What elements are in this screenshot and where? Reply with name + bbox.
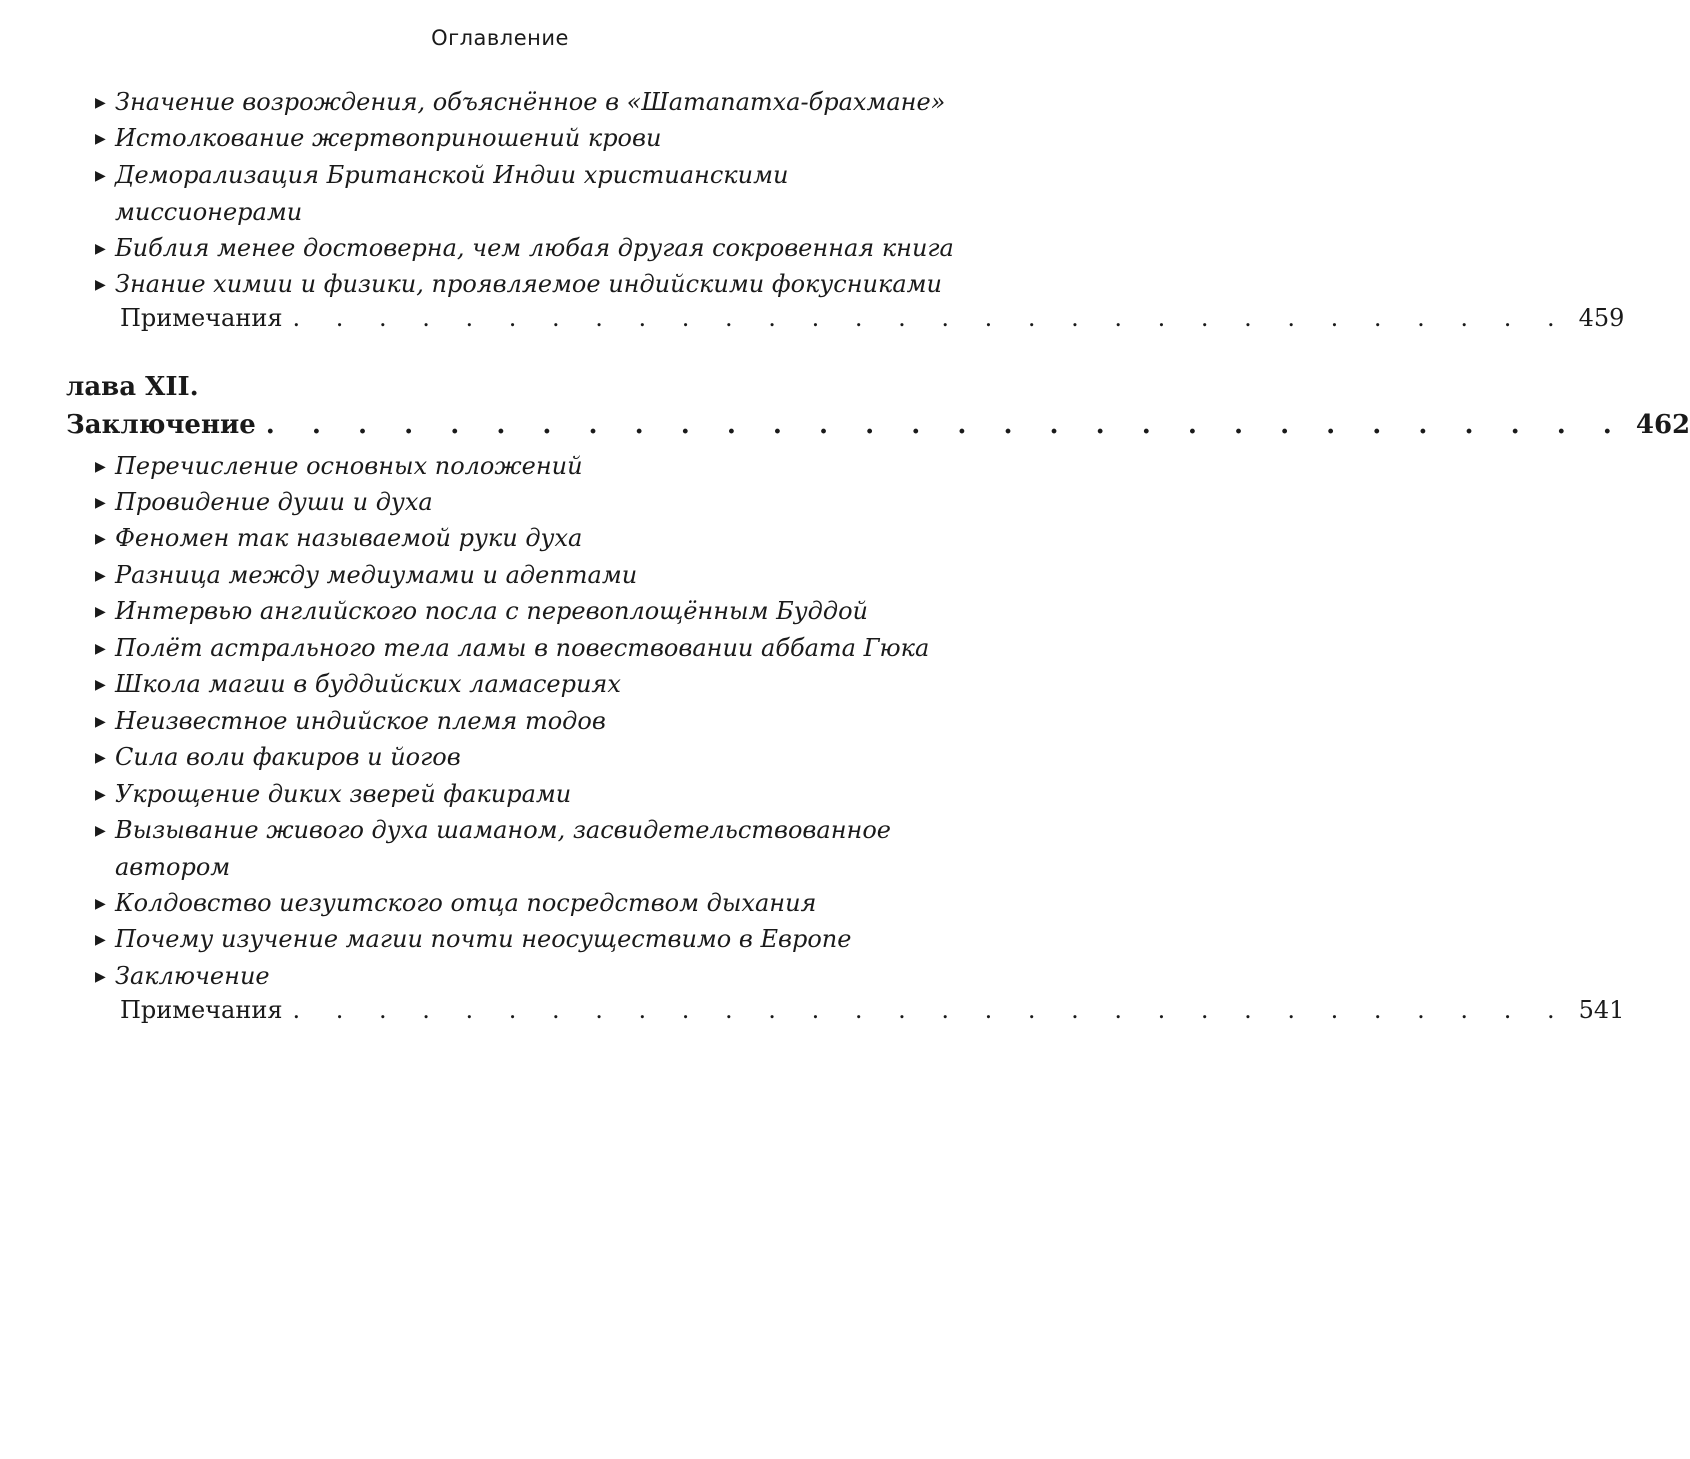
notes-entry — [120, 996, 1625, 1024]
notes-label: Примечания — [120, 304, 283, 332]
triangle-bullet-icon: ▶ — [95, 241, 106, 257]
notes-entry — [120, 304, 1625, 332]
topic-text: Значение возрождения, объяснённое в «Шатапатха-брахмане» — [115, 88, 946, 116]
chapter-entry — [66, 410, 1690, 440]
topic-text: Феномен так называемой руки духа — [115, 524, 583, 552]
topic-text: Деморализация Британской Индии христианскими — [115, 161, 789, 189]
dot-leader: . . . . . . . . . . . . . . . . . . . . . . . . . . . . . . — [292, 996, 1569, 1024]
triangle-bullet-icon: ▶ — [95, 168, 106, 184]
triangle-bullet-icon: ▶ — [95, 95, 106, 111]
topic-text: Школа магии в буддийских ламасериях — [115, 670, 621, 698]
topic-text-continuation: автором — [115, 853, 231, 881]
topic-item — [95, 921, 935, 958]
triangle-bullet-icon: ▶ — [95, 823, 106, 839]
triangle-bullet-icon: ▶ — [95, 568, 106, 584]
topic-item — [95, 557, 935, 594]
chapter-page-number: 462 — [1635, 410, 1690, 440]
topic-item — [95, 776, 935, 813]
topic-text: Укрощение диких зверей факирами — [115, 780, 572, 808]
topic-text: Знание химии и физики, проявляемое индийскими фокусниками — [115, 270, 943, 298]
dot-leader: . . . . . . . . . . . . . . . . . . . . . . . . . . . . . . — [265, 410, 1626, 440]
triangle-bullet-icon: ▶ — [95, 750, 106, 766]
topic-text: Сила воли факиров и йогов — [115, 743, 461, 771]
triangle-bullet-icon: ▶ — [95, 459, 106, 475]
triangle-bullet-icon: ▶ — [95, 604, 106, 620]
topic-item — [95, 157, 935, 230]
topic-item — [95, 520, 935, 557]
notes-page-number: 541 — [1578, 996, 1625, 1024]
topic-text: Провидение души и духа — [115, 488, 433, 516]
topic-text: Вызывание живого духа шаманом, засвидетельствованное — [115, 816, 891, 844]
notes-page-number: 459 — [1578, 304, 1625, 332]
topic-text: Почему изучение магии почти неосуществимо в Европе — [115, 925, 852, 953]
triangle-bullet-icon: ▶ — [95, 896, 106, 912]
dot-leader: . . . . . . . . . . . . . . . . . . . . . . . . . . . . . . — [292, 304, 1569, 332]
triangle-bullet-icon: ▶ — [95, 969, 106, 985]
topic-item — [95, 120, 935, 157]
running-head: Оглавление — [431, 26, 569, 50]
topic-text: Колдовство иезуитского отца посредством дыхания — [115, 889, 817, 917]
topic-item — [95, 630, 935, 667]
notes-label: Примечания — [120, 996, 283, 1024]
chapter-title: Заключение — [66, 410, 256, 440]
topic-text: Библия менее достоверна, чем любая другая сокровенная книга — [115, 234, 954, 262]
triangle-bullet-icon: ▶ — [95, 131, 106, 147]
topic-item — [95, 739, 935, 776]
topic-text: Полёт астрального тела ламы в повествовании аббата Гюка — [115, 634, 930, 662]
topic-text: Перечисление основных положений — [115, 452, 583, 480]
topic-text: Неизвестное индийское племя тодов — [115, 707, 606, 735]
topic-item — [95, 84, 946, 121]
topic-item — [95, 812, 935, 885]
topic-item — [95, 703, 935, 740]
topic-item — [95, 448, 935, 485]
topic-item — [95, 593, 935, 630]
topic-text: Интервью английского посла с перевоплощённым Буддой — [115, 597, 868, 625]
chapter-label: лава XII. — [66, 372, 199, 402]
topic-item — [95, 484, 935, 521]
triangle-bullet-icon: ▶ — [95, 677, 106, 693]
triangle-bullet-icon: ▶ — [95, 277, 106, 293]
triangle-bullet-icon: ▶ — [95, 531, 106, 547]
topic-item — [95, 230, 954, 267]
topic-text: Разница между медиумами и адептами — [115, 561, 638, 589]
triangle-bullet-icon: ▶ — [95, 787, 106, 803]
triangle-bullet-icon: ▶ — [95, 641, 106, 657]
triangle-bullet-icon: ▶ — [95, 714, 106, 730]
topic-item — [95, 666, 935, 703]
topic-item — [95, 266, 943, 303]
topic-text-continuation: миссионерами — [115, 198, 303, 226]
topic-item — [95, 885, 935, 922]
triangle-bullet-icon: ▶ — [95, 932, 106, 948]
triangle-bullet-icon: ▶ — [95, 495, 106, 511]
topic-item — [95, 958, 935, 995]
topic-text: Истолкование жертвоприношений крови — [115, 124, 662, 152]
topic-text: Заключение — [115, 962, 270, 990]
